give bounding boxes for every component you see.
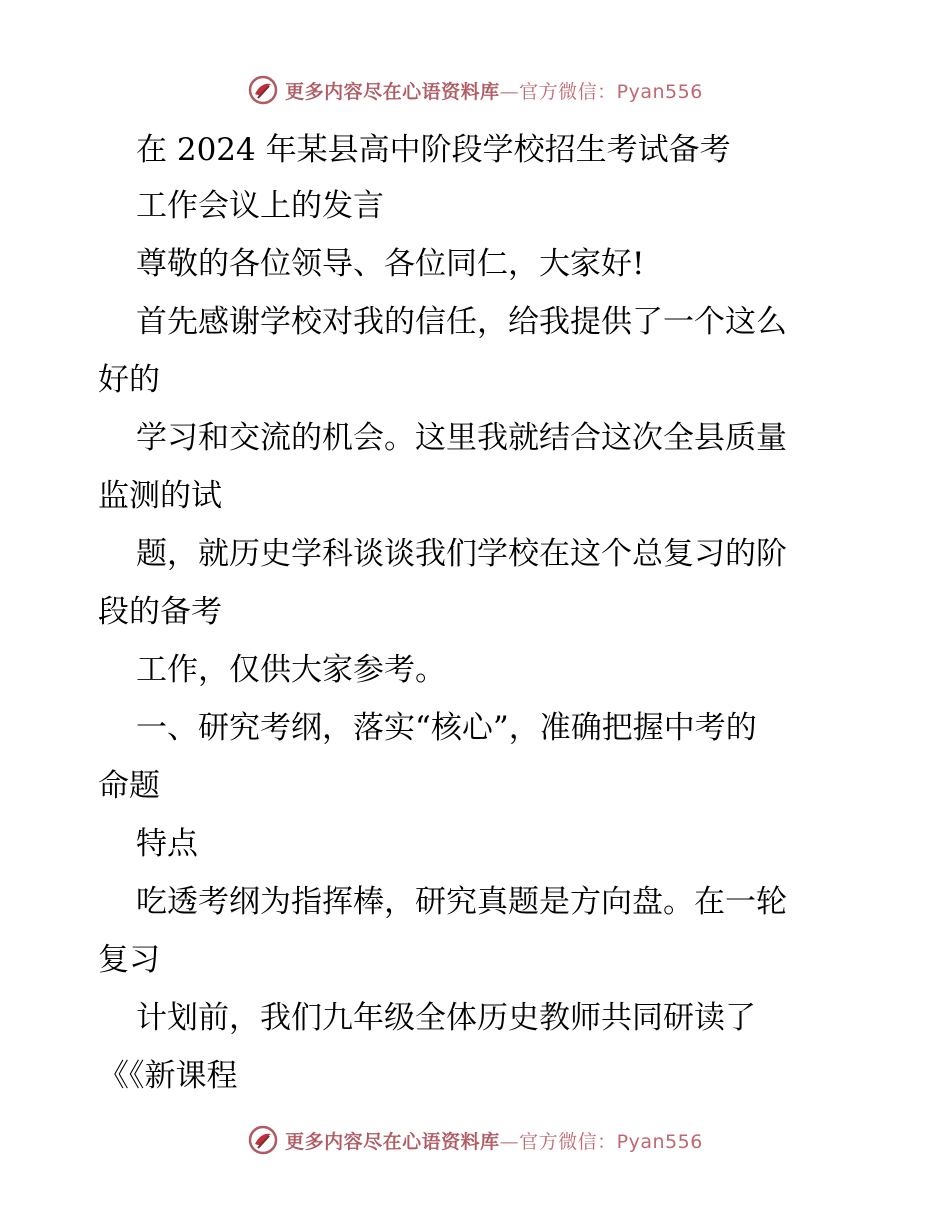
paragraph-line: 复习 — [98, 942, 160, 978]
paragraph-line: 段的备考 — [98, 594, 222, 630]
paragraph-line: 《《新课程 — [98, 1058, 238, 1094]
paragraph-line: 学习和交流的机会。这里我就结合这次全县质量 — [136, 420, 787, 456]
footer-watermark-text: 更多内容尽在心语资料库—官方微信：Pyan556 — [285, 1130, 703, 1153]
document-title-line-1: 在 2024 年某县高中阶段学校招生考试备考 — [136, 132, 731, 168]
header-watermark — [0, 70, 950, 110]
paragraph-line: 工作，仅供大家参考。 — [136, 652, 446, 688]
paragraph-line: 吃透考纲为指挥棒，研究真题是方向盘。在一轮 — [136, 884, 787, 920]
paragraph-line: 首先感谢学校对我的信任，给我提供了一个这么 — [136, 304, 787, 340]
paragraph-line: 尊敬的各位领导、各位同仁，大家好! — [136, 246, 645, 282]
document-title-line-2: 工作会议上的发言 — [136, 188, 384, 224]
brand-logo-icon — [247, 1124, 279, 1156]
footer-watermark — [0, 1120, 950, 1160]
paragraph-line: 题，就历史学科谈谈我们学校在这个总复习的阶 — [136, 536, 787, 572]
section-heading-line: 一、研究考纲，落实“核心”，准确把握中考的 — [136, 710, 757, 746]
brand-logo-icon — [247, 74, 279, 106]
header-watermark-text: 更多内容尽在心语资料库—官方微信：Pyan556 — [285, 80, 703, 103]
paragraph-line: 计划前，我们九年级全体历史教师共同研读了 — [136, 1000, 756, 1036]
section-heading-line: 命题 — [98, 768, 160, 804]
paragraph-line: 监测的试 — [98, 478, 222, 514]
paragraph-line: 好的 — [98, 362, 160, 398]
section-heading-line: 特点 — [136, 826, 198, 862]
